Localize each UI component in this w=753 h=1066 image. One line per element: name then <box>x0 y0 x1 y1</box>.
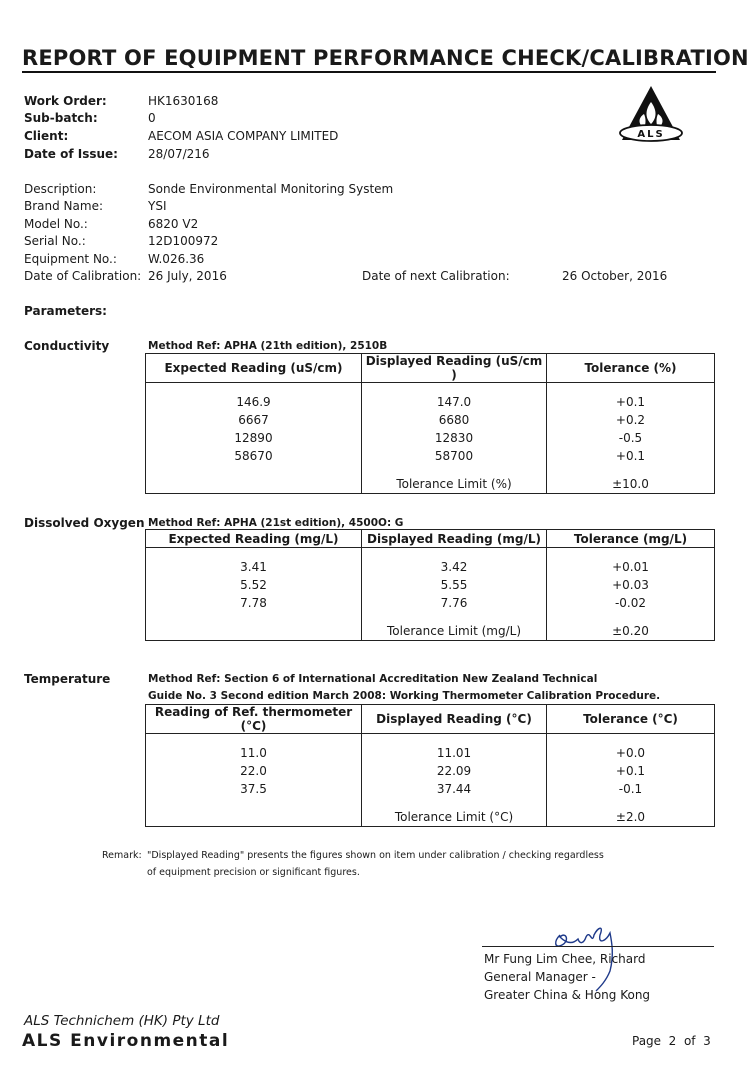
date-issue-value: 28/07/216 <box>148 147 210 161</box>
table-row: 22.0 22.09 +0.1 <box>146 762 715 780</box>
work-order-value: HK1630168 <box>148 94 219 108</box>
equipment-label: Equipment No.: <box>24 252 117 266</box>
conductivity-method: Method Ref: APHA (21th edition), 2510B <box>148 340 388 352</box>
brand-label: Brand Name: <box>24 199 104 213</box>
temperature-label: Temperature <box>24 672 111 686</box>
table-row: 12890 12830 -0.5 <box>146 429 715 447</box>
table-row: 58670 58700 +0.1 <box>146 447 715 465</box>
cal-date-value: 26 July, 2016 <box>148 269 227 283</box>
signature-line <box>482 946 714 947</box>
serial-value: 12D100972 <box>148 234 219 248</box>
table-header: Expected Reading (mg/L) <box>146 530 362 548</box>
next-cal-value: 26 October, 2016 <box>562 269 668 283</box>
page-title: REPORT OF EQUIPMENT PERFORMANCE CHECK/CALIBRATION <box>22 46 716 73</box>
table-row: 11.0 11.01 +0.0 <box>146 744 715 762</box>
conductivity-table <box>145 353 715 494</box>
table-row: 37.5 37.44 -0.1 <box>146 780 715 798</box>
signatory-region: Greater China & Hong Kong <box>484 988 651 1002</box>
work-order-label: Work Order: <box>24 94 107 108</box>
client-value: AECOM ASIA COMPANY LIMITED <box>148 129 339 143</box>
description-label: Description: <box>24 182 97 196</box>
footer-brand: ALS Environmental <box>22 1031 230 1051</box>
table-header: Tolerance (°C) <box>547 705 715 734</box>
tolerance-limit-row: Tolerance Limit (°C) ±2.0 <box>146 808 715 827</box>
logo-text: ALS <box>637 129 665 140</box>
remark-line1: "Displayed Reading" presents the figures shown on item under calibration / checking regardless <box>147 850 604 861</box>
model-label: Model No.: <box>24 217 88 231</box>
brand-value: YSI <box>148 199 167 213</box>
table-row: 146.9 147.0 +0.1 <box>146 393 715 411</box>
table-row: 3.41 3.42 +0.01 <box>146 558 715 576</box>
do-table <box>145 529 715 641</box>
cal-date-label: Date of Calibration: <box>24 269 142 283</box>
serial-label: Serial No.: <box>24 234 86 248</box>
table-row: 5.52 5.55 +0.03 <box>146 576 715 594</box>
tolerance-limit-row: Tolerance Limit (%) ±10.0 <box>146 475 715 494</box>
parameters-label: Parameters: <box>24 304 107 318</box>
description-value: Sonde Environmental Monitoring System <box>148 182 394 196</box>
table-header: Displayed Reading (uS/cm ) <box>362 354 547 383</box>
table-header: Tolerance (mg/L) <box>547 530 715 548</box>
remark-label: Remark: <box>102 850 142 861</box>
table-row: 6667 6680 +0.2 <box>146 411 715 429</box>
table-row: 7.78 7.76 -0.02 <box>146 594 715 612</box>
model-value: 6820 V2 <box>148 217 199 231</box>
do-method: Method Ref: APHA (21st edition), 4500O: G <box>148 517 404 529</box>
sub-batch-value: 0 <box>148 111 156 125</box>
temperature-method-line1: Method Ref: Section 6 of International Accreditation New Zealand Technical <box>148 673 598 685</box>
conductivity-label: Conductivity <box>24 339 110 353</box>
table-header: Displayed Reading (°C) <box>362 705 547 734</box>
footer-company: ALS Technichem (HK) Pty Ltd <box>24 1013 220 1029</box>
date-issue-label: Date of Issue: <box>24 147 118 161</box>
als-logo <box>616 84 686 146</box>
table-header: Tolerance (%) <box>547 354 715 383</box>
remark-line2: of equipment precision or significant figures. <box>147 867 360 878</box>
tolerance-limit-row: Tolerance Limit (mg/L) ±0.20 <box>146 622 715 641</box>
table-header: Expected Reading (uS/cm) <box>146 354 362 383</box>
signatory-name: Mr Fung Lim Chee, Richard <box>484 952 646 966</box>
do-label: Dissolved Oxygen <box>24 516 145 530</box>
table-header: Reading of Ref. thermometer (°C) <box>146 705 362 734</box>
page-number: Page 2 of 3 <box>632 1034 711 1048</box>
table-header: Displayed Reading (mg/L) <box>362 530 547 548</box>
sub-batch-label: Sub-batch: <box>24 111 98 125</box>
next-cal-label: Date of next Calibration: <box>362 269 510 283</box>
signatory-title: General Manager - <box>484 970 596 984</box>
temperature-table <box>145 704 715 827</box>
temperature-method-line2: Guide No. 3 Second edition March 2008: Working Thermometer Calibration Procedure. <box>148 690 661 702</box>
equipment-value: W.026.36 <box>148 252 205 266</box>
client-label: Client: <box>24 129 69 143</box>
